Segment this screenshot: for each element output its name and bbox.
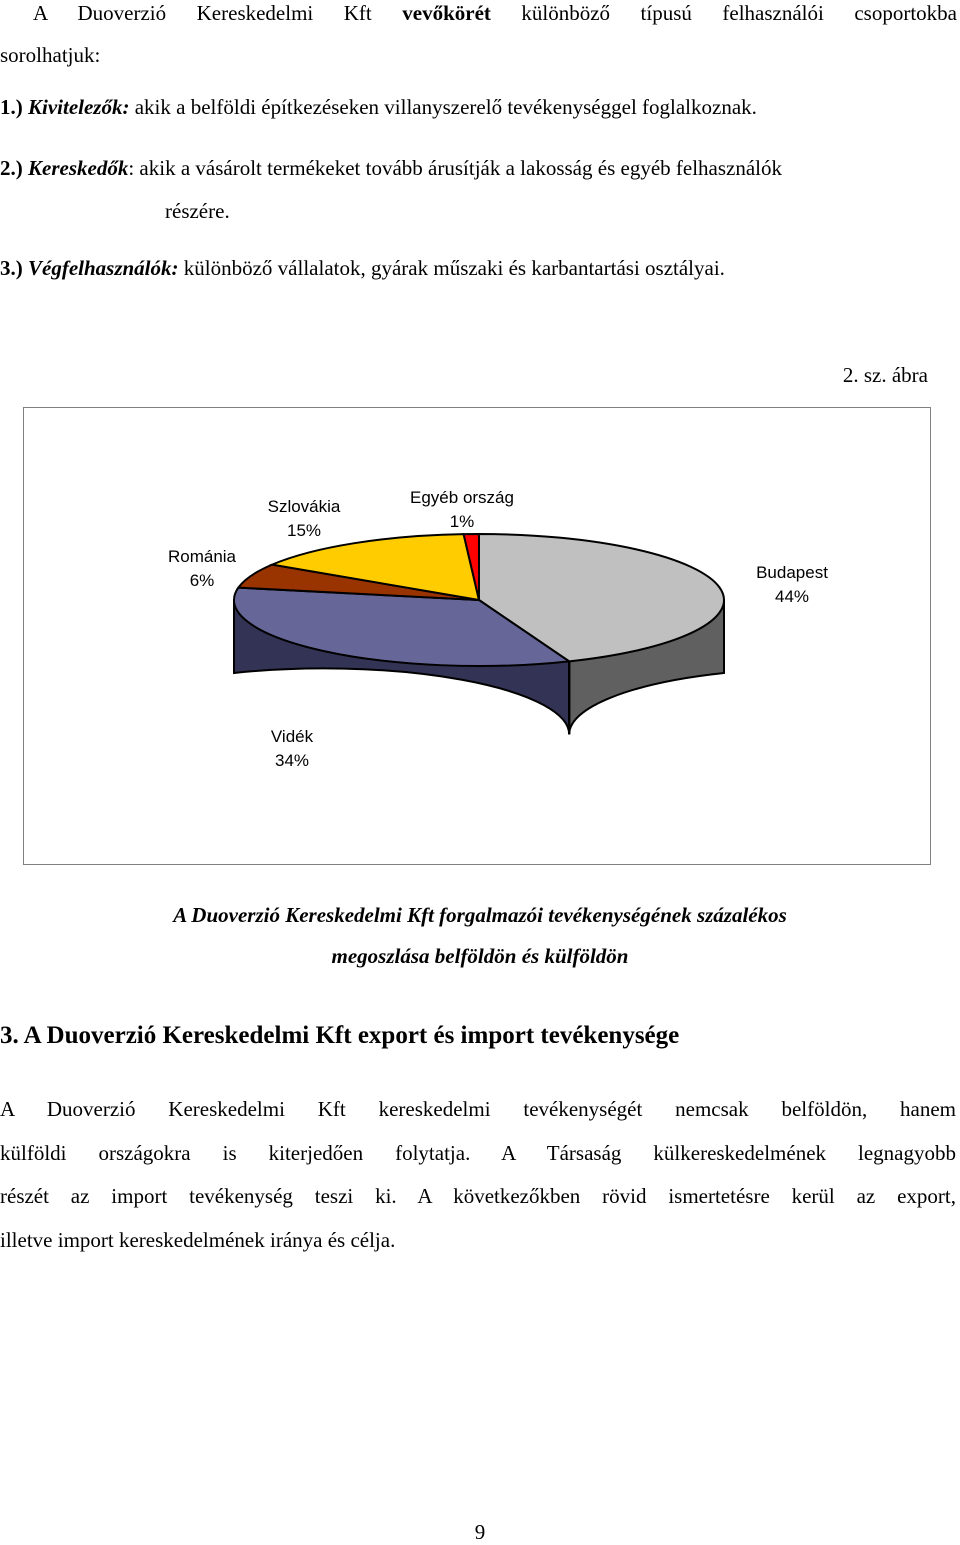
section-heading: 3. A Duoverzió Kereskedelmi Kft export és import tevékenysége <box>0 1022 680 1049</box>
pie-label-name: Szlovákia <box>267 497 341 516</box>
group-text: akik a belföldi építkezéseken villanyszerelő tevékenységgel foglalkoznak. <box>129 95 757 119</box>
pie-chart <box>23 407 931 865</box>
group-item-1 <box>0 94 757 120</box>
group-term: Kivitelezők: <box>28 95 130 119</box>
intro-post: különböző típusú felhasználói csoportokba <box>490 1 957 25</box>
paragraph-line-2: külföldi országokra is kiterjedően folytatja. A Társaság külkereskedelmének legnagyobb <box>0 1141 956 1165</box>
pie-label-name: Budapest <box>756 563 828 582</box>
pie-label-name: Románia <box>167 547 237 566</box>
figure-caption-line-2: megoszlása belföldön és külföldön <box>331 944 629 968</box>
paragraph-line-1: A Duoverzió Kereskedelmi Kft kereskedelmi tevékenységét nemcsak belföldön, hanem <box>0 1097 956 1121</box>
group-text: : akik a vásárolt termékeket tovább árusítják a lakosság és egyéb felhasználók <box>128 156 783 180</box>
page-number: 9 <box>474 1520 486 1544</box>
group-term: Végfelhasználók: <box>28 256 179 280</box>
group-item-2-continuation: részére. <box>165 199 230 223</box>
paragraph-line-4: illetve import kereskedelmének iránya és célja. <box>0 1228 396 1252</box>
pie-label-value: 15% <box>286 521 322 540</box>
pie-label-value: 6% <box>189 571 215 590</box>
intro-line-1 <box>33 0 957 26</box>
group-number: 3.) <box>0 256 23 280</box>
group-item-2 <box>0 155 782 181</box>
intro-bold: vevőkörét <box>402 1 491 25</box>
pie-label-name: Vidék <box>270 727 314 746</box>
intro-line-2: sorolhatjuk: <box>0 43 101 67</box>
group-item-3 <box>0 255 725 281</box>
pie-label-value: 1% <box>449 512 475 531</box>
group-number: 1.) <box>0 95 23 119</box>
figure-label: 2. sz. ábra <box>842 363 928 387</box>
pie-label-name: Egyéb ország <box>410 488 514 507</box>
figure-caption-line-1: A Duoverzió Kereskedelmi Kft forgalmazói tevékenységének százalékos <box>173 903 787 927</box>
intro-pre: A Duoverzió Kereskedelmi Kft <box>33 1 403 25</box>
pie-chart-svg <box>24 408 932 866</box>
pie-label-value: 34% <box>274 751 310 770</box>
group-term: Kereskedők <box>28 156 129 180</box>
pie-label-value: 44% <box>774 587 810 606</box>
group-number: 2.) <box>0 156 23 180</box>
group-text: különböző vállalatok, gyárak műszaki és karbantartási osztályai. <box>178 256 725 280</box>
paragraph-line-3: részét az import tevékenység teszi ki. A következőkben rövid ismertetésre kerül az export, <box>0 1184 956 1208</box>
